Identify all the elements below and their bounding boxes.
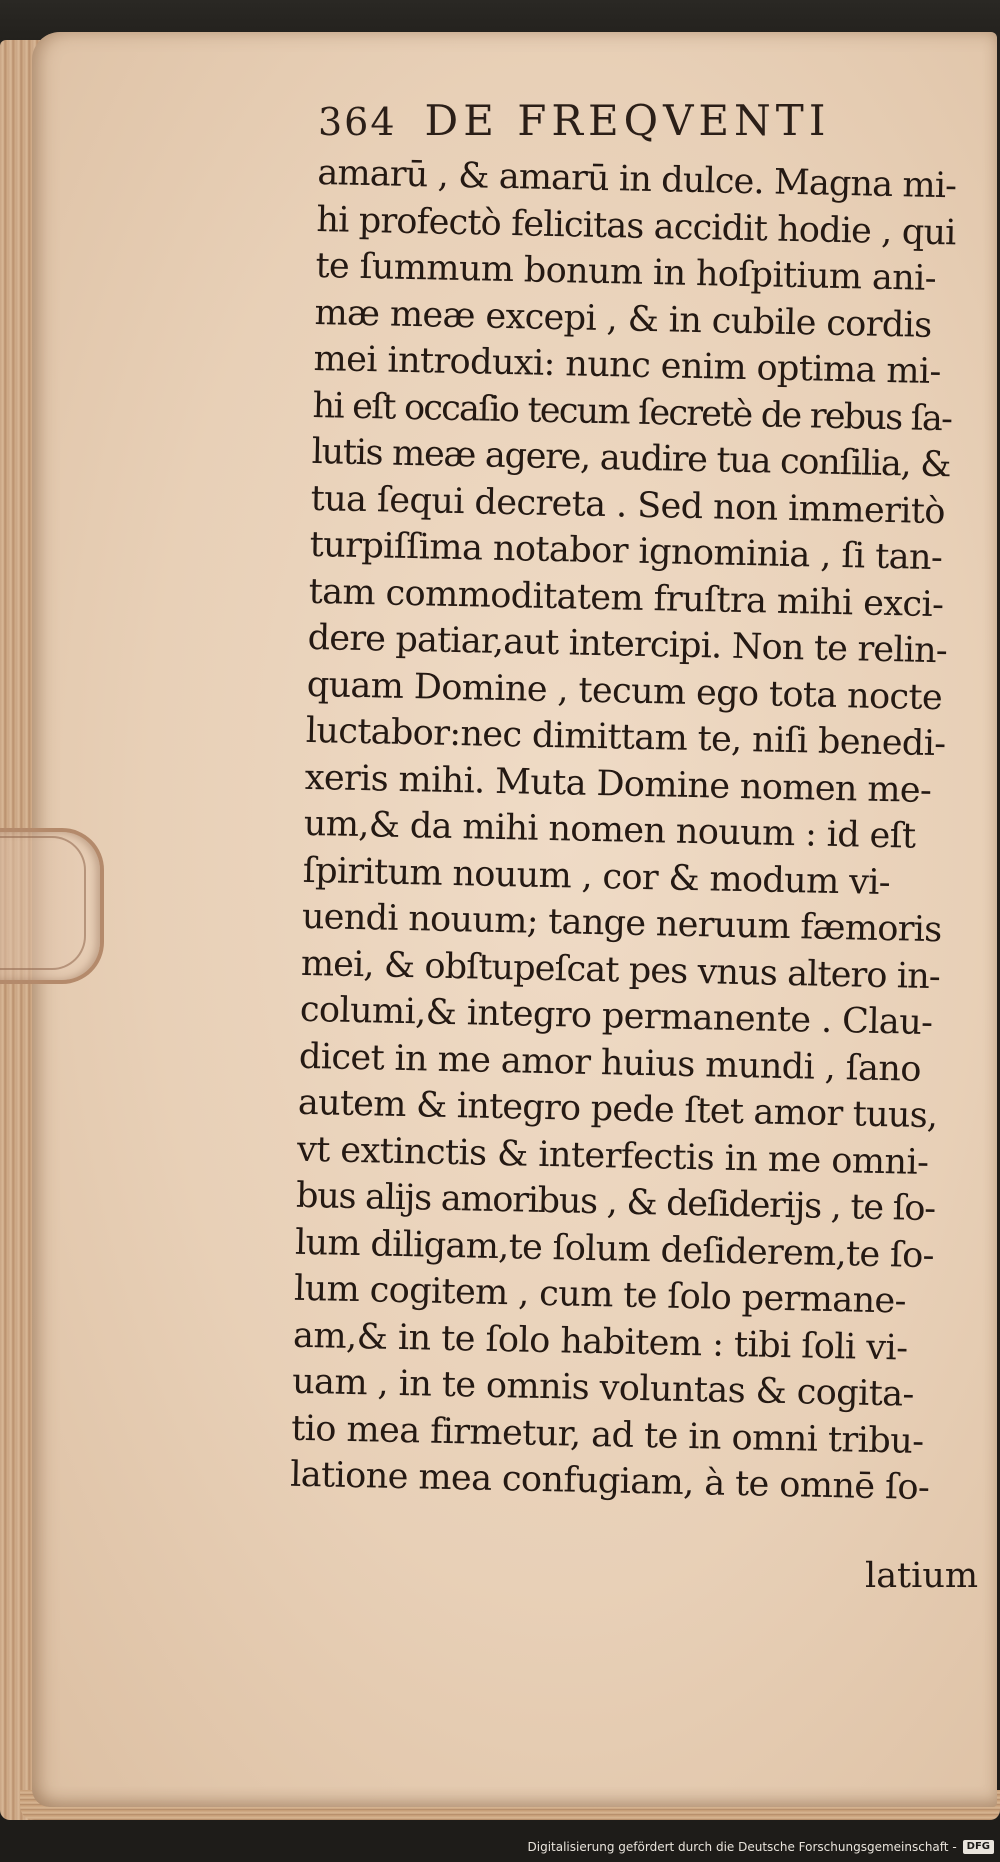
text-line: tam commoditatem fruſtra mihi exci- xyxy=(308,571,944,625)
text-line: uendi nouum; tange neruum fæmoris xyxy=(301,896,942,951)
catchword: latium xyxy=(865,1556,979,1596)
text-line: uam , in te omnis voluntas & cogita- xyxy=(291,1361,915,1415)
text-line: turpiſſima notabor ignominia , ſi tan- xyxy=(309,524,943,579)
page-number: 364 xyxy=(318,100,397,144)
text-line: tio mea firmetur, ad te in omni tribu- xyxy=(290,1408,924,1462)
funding-credit: Digitalisierung gefördert durch die Deutsche Forschungsgemeinschaft - xyxy=(527,1840,957,1854)
text-line: hi eſt occaſio tecum ſecretè de rebus ſa- xyxy=(312,385,952,439)
text-line: vt extinctis & interfectis in me omni- xyxy=(296,1129,929,1183)
text-line: mei introduxi: nunc enim optima mi- xyxy=(313,338,942,393)
text-line: luctabor:nec dimittam te, niſi benedi- xyxy=(305,710,946,765)
text-line: te ſummum bonum in hoſpitium ani- xyxy=(315,245,937,299)
text-line: amarū , & amarū in dulce. Magna mi- xyxy=(317,152,957,207)
text-line: am,& in te ſolo habitem : tibi ſoli vi- xyxy=(292,1315,908,1369)
text-line: columi,& integro permanente . Clau- xyxy=(299,989,933,1044)
text-line: ſpiritum nouum , cor & modum vi- xyxy=(302,850,891,903)
running-header xyxy=(318,96,958,152)
text-line: quam Domine , tecum ego tota nocte xyxy=(306,664,943,718)
text-line: lum diligam,te ſolum deſiderem,te ſo- xyxy=(294,1222,935,1276)
text-line: latione mea confugiam, à te omnē ſo- xyxy=(289,1454,930,1509)
text-line: dere patiar,aut intercipi. Non te relin- xyxy=(307,617,948,672)
text-line: mæ meæ excepi , & in cubile cordis xyxy=(314,292,933,346)
text-line: um,& da mihi nomen nouum : id eſt xyxy=(303,803,916,857)
running-title: DE FREQVENTI xyxy=(424,96,831,145)
dfg-logo: DFG xyxy=(963,1840,994,1854)
text-line: lutis meæ agere, audire tua conſilia, & xyxy=(311,431,951,486)
text-line: autem & integro pede ſtet amor tuus, xyxy=(297,1082,938,1137)
digitization-footer xyxy=(528,1836,995,1858)
text-line: dicet in me amor huius mundi , ſano xyxy=(298,1036,922,1090)
text-line: lum cogitem , cum te ſolo permane- xyxy=(293,1268,907,1322)
text-line: hi profectò felicitas accidit hodie , qui xyxy=(316,199,956,253)
text-line: mei, & obſtupeſcat pes vnus altero in- xyxy=(300,943,941,997)
text-line: tua ſequi decreta . Sed non immeritò xyxy=(310,478,946,532)
body-text xyxy=(290,150,978,1512)
text-line: xeris mihi. Muta Domine nomen me- xyxy=(304,757,932,811)
book-clasp-inner xyxy=(0,836,86,970)
text-line: bus alijs amoribus , & deſiderijs , te ſo- xyxy=(295,1175,936,1230)
